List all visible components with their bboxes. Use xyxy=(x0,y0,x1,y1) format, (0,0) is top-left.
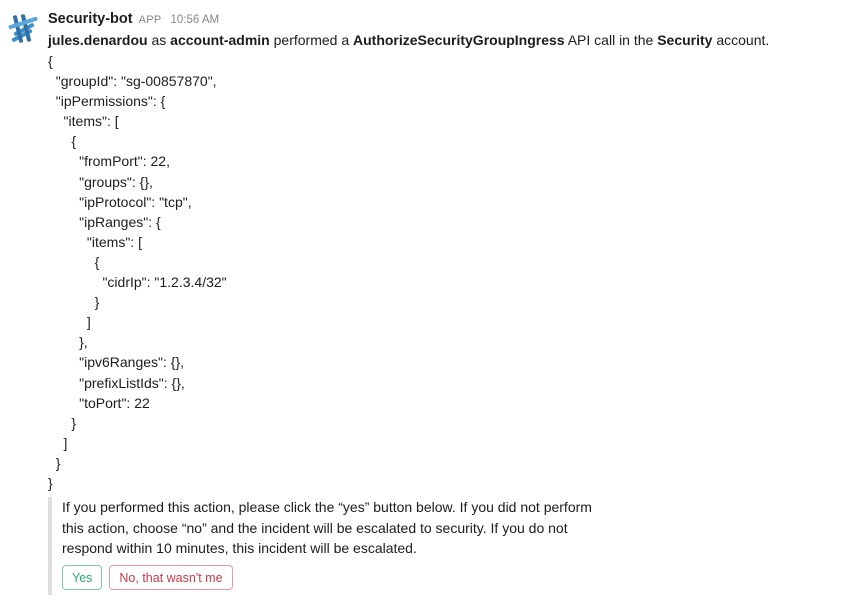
attachment-prompt-text: If you performed this action, please click the “yes” button below. If you did not perform this action, choose “no” and the incident will be escalated to security. If you do not respond within 10 minutes, this incident will be escalated. xyxy=(62,499,592,556)
json-line: "cidrIp": "1.2.3.4/32" xyxy=(48,274,227,291)
json-line: "items": [ xyxy=(48,233,142,250)
bot-name[interactable]: Security-bot xyxy=(48,11,133,27)
event-json-block xyxy=(48,51,227,493)
summary-user: jules.denardou xyxy=(48,32,148,48)
json-line: "items": [ xyxy=(48,113,119,130)
message-header xyxy=(48,11,219,29)
summary-account: Security xyxy=(657,32,713,48)
attachment-actions xyxy=(62,565,233,590)
json-line: "prefixListIds": {}, xyxy=(48,374,185,391)
summary-performed-text: performed a xyxy=(269,32,353,48)
json-line: "ipRanges": { xyxy=(48,213,161,230)
json-line: { xyxy=(48,253,100,270)
message-timestamp[interactable]: 10:56 AM xyxy=(170,14,220,26)
response-attachment xyxy=(48,497,612,595)
summary-as-text: as xyxy=(147,32,171,48)
json-line: "ipPermissions": { xyxy=(48,93,166,110)
yes-button[interactable]: Yes xyxy=(62,565,102,590)
json-line: { xyxy=(48,53,53,69)
json-line: "groups": {}, xyxy=(48,173,153,190)
summary-api-text: API call in the xyxy=(564,32,658,48)
json-line: } xyxy=(48,474,53,491)
json-line: "ipProtocol": "tcp", xyxy=(48,193,192,210)
security-bot-logo-icon[interactable] xyxy=(7,13,39,45)
message-summary xyxy=(48,31,769,49)
no-button[interactable]: No, that wasn't me xyxy=(109,565,232,590)
app-badge: APP xyxy=(138,14,162,26)
json-line: "fromPort": 22, xyxy=(48,153,170,170)
json-line: }, xyxy=(48,334,88,351)
json-line: } xyxy=(48,454,61,471)
json-line: { xyxy=(48,133,77,150)
json-line: } xyxy=(48,294,100,311)
json-line: "toPort": 22 xyxy=(48,394,150,411)
summary-api-call: AuthorizeSecurityGroupIngress xyxy=(353,32,565,48)
json-line: ] xyxy=(48,314,91,331)
json-line: "groupId": "sg-00857870", xyxy=(48,73,217,90)
json-line: "ipv6Ranges": {}, xyxy=(48,354,185,371)
summary-role: account-admin xyxy=(170,32,270,48)
summary-account-text: account. xyxy=(712,32,770,48)
json-line: } xyxy=(48,414,77,431)
json-line: ] xyxy=(48,434,68,451)
